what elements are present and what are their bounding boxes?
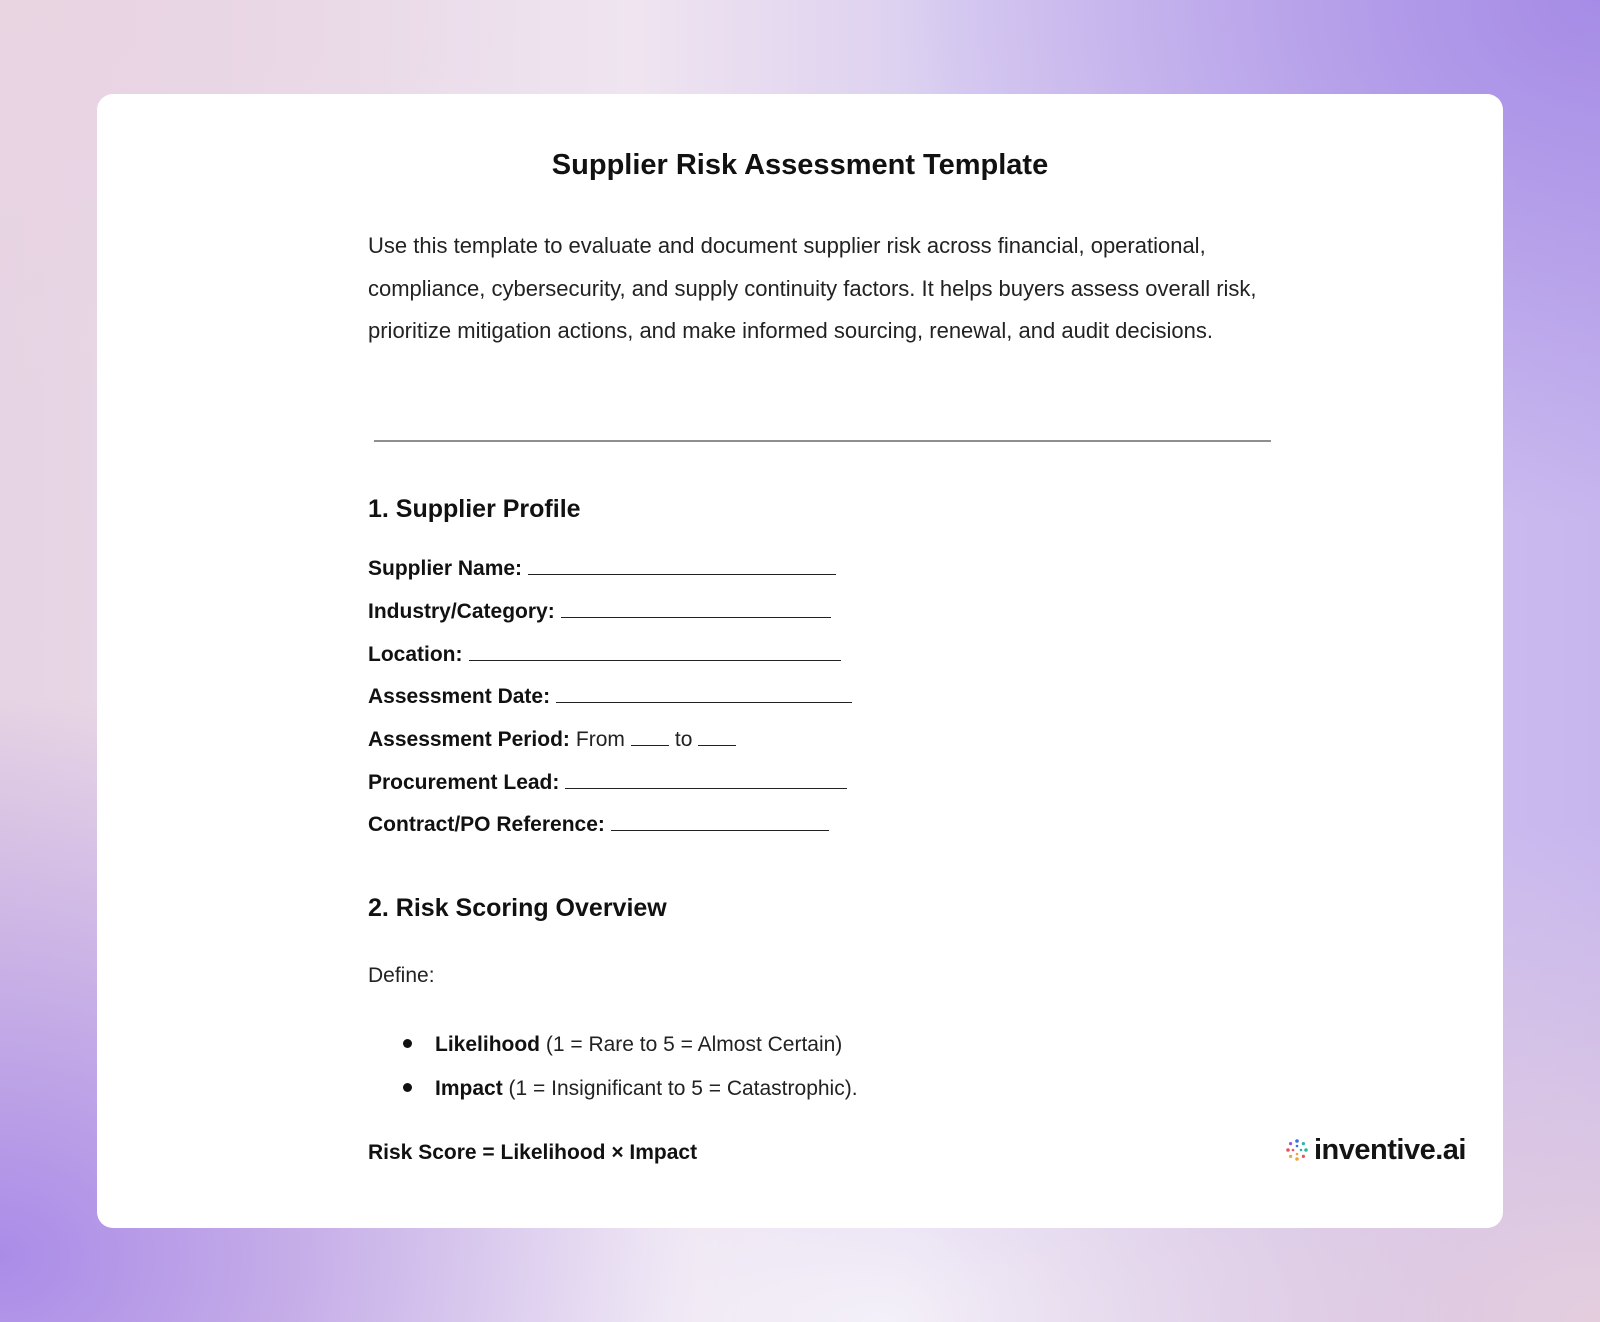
risk-score-formula: Risk Score = Likelihood × Impact (368, 1141, 698, 1164)
divider (374, 440, 1271, 442)
bullet-impact (403, 1074, 858, 1104)
field-supplier-name (368, 554, 836, 584)
bullet-description: (1 = Insignificant to 5 = Catastrophic). (508, 1077, 858, 1100)
field-assessment-period (368, 725, 742, 755)
bullet-icon (403, 1083, 412, 1092)
field-label: Supplier Name: (368, 557, 523, 580)
section-heading-risk-scoring: 2. Risk Scoring Overview (368, 894, 667, 922)
bullet-term: Likelihood (435, 1033, 540, 1056)
field-assessment-date (368, 682, 852, 712)
field-label: Procurement Lead: (368, 771, 560, 794)
industry-category-blank[interactable] (561, 597, 831, 618)
field-label: Contract/PO Reference: (368, 813, 605, 836)
field-industry-category (368, 597, 831, 627)
period-from-blank[interactable] (631, 725, 669, 746)
period-to-blank[interactable] (698, 725, 736, 746)
from-text: From (575, 728, 625, 751)
inventive-logo (1285, 1130, 1466, 1170)
to-text: to (674, 728, 693, 751)
define-label: Define: (368, 964, 435, 987)
document-title: Supplier Risk Assessment Template (551, 149, 1049, 181)
contract-po-reference-blank[interactable] (611, 810, 829, 831)
bullet-term: Impact (435, 1077, 503, 1100)
procurement-lead-blank[interactable] (565, 768, 847, 789)
field-contract-po-reference (368, 810, 829, 840)
field-location (368, 640, 841, 670)
field-label: Location: (368, 643, 463, 666)
field-procurement-lead (368, 768, 847, 798)
assessment-date-blank[interactable] (556, 682, 852, 703)
field-label: Industry/Category: (368, 600, 555, 623)
field-label: Assessment Date: (368, 685, 551, 708)
supplier-name-blank[interactable] (528, 554, 836, 575)
dotted-sparkle-icon (1285, 1138, 1309, 1162)
location-blank[interactable] (469, 640, 841, 661)
section-heading-supplier-profile: 1. Supplier Profile (368, 495, 581, 523)
document-card (97, 94, 1503, 1228)
bullet-description: (1 = Rare to 5 = Almost Certain) (545, 1033, 843, 1056)
logo-text: inventive.ai (1314, 1133, 1466, 1166)
intro-paragraph: Use this template to evaluate and document supplier risk across financial, operational, compliance, cybersecurity, and supply continuity factors. It helps buyers assess overall risk, prioritize mitigation actions, and make informed sourcing, renewal, and audit decisions. (368, 233, 1257, 343)
bullet-likelihood (403, 1030, 842, 1060)
bullet-icon (403, 1039, 412, 1048)
field-label: Assessment Period: (368, 728, 570, 751)
